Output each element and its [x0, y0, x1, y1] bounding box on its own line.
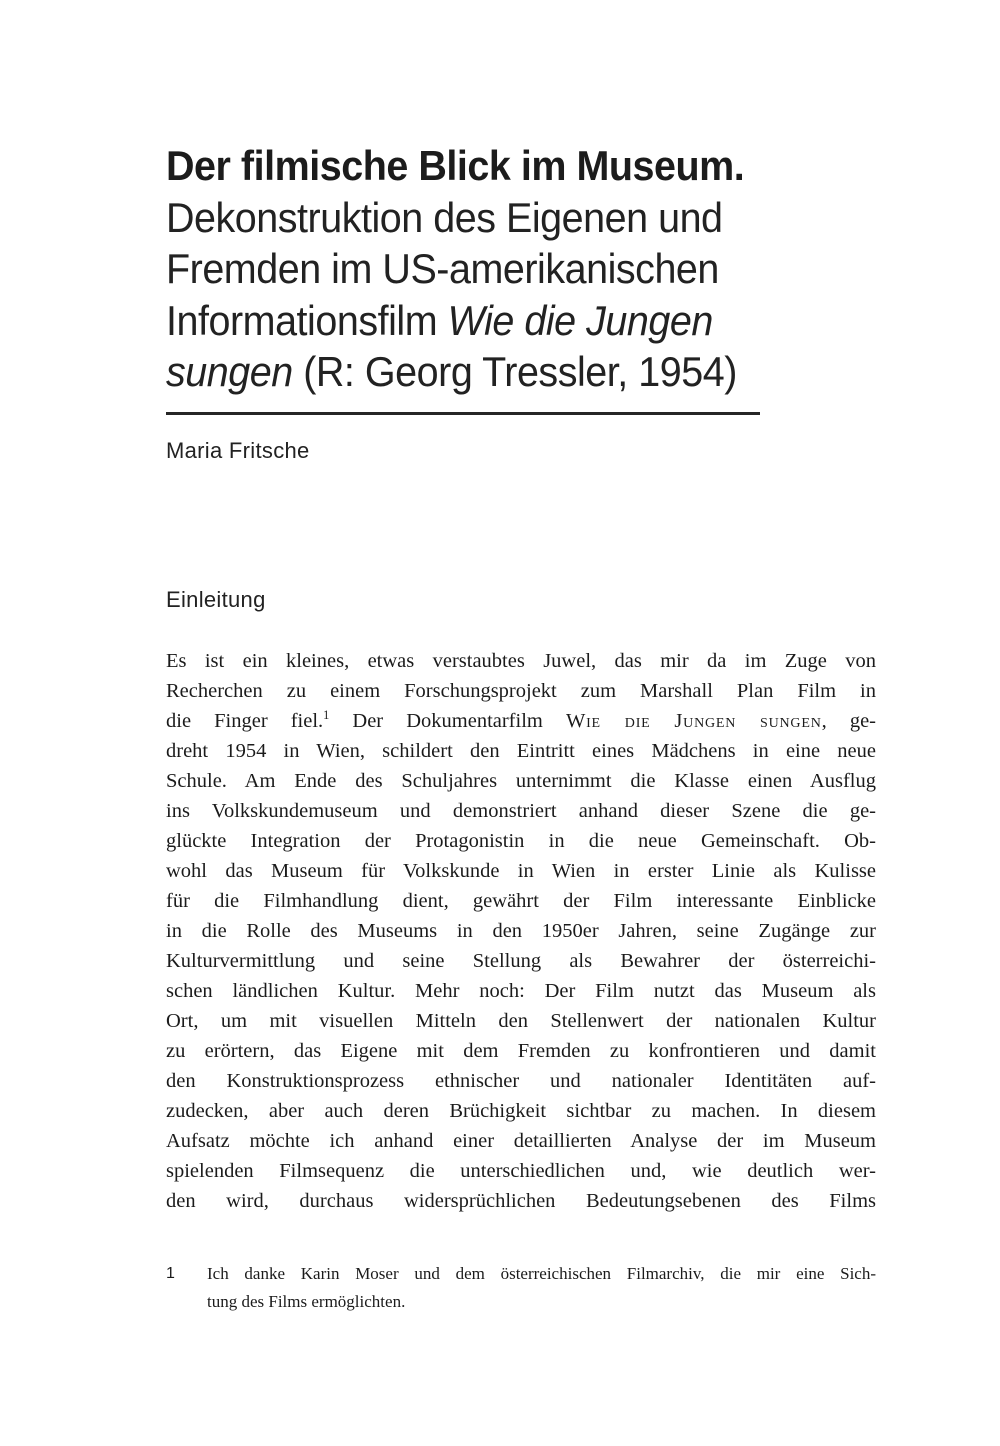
paragraph-line: in die Rolle des Museums in den 1950er Jahren, seine Zugänge zur — [166, 919, 876, 942]
footnote — [166, 1260, 876, 1317]
paragraph-line: schen ländlichen Kultur. Mehr noch: Der Film nutzt das Museum als — [166, 979, 876, 1002]
paragraph-line: Recherchen zu einem Forschungsprojekt zum Marshall Plan Film in — [166, 679, 876, 702]
footnote-line: tung des Films ermöglichten. — [207, 1292, 406, 1311]
title-line-1: Der filmische Blick im Museum. — [166, 142, 745, 189]
paragraph-line: Aufsatz möchte ich anhand einer detaillierten Analyse der im Museum — [166, 1129, 876, 1152]
title-divider-rule — [166, 412, 760, 415]
film-title-italic: sungen — [166, 348, 293, 395]
film-title-smallcaps: Wie die Jungen sungen — [565, 709, 822, 732]
section-heading: Einleitung — [166, 586, 266, 612]
footnote-text — [207, 1260, 876, 1317]
paragraph-line: Kulturvermittlung und seine Stellung als Bewahrer der österreichi- — [166, 949, 876, 972]
footnote-line: Ich danke Karin Moser und dem österreichischen Filmarchiv, die mir eine Sich- — [207, 1263, 876, 1283]
paragraph-line: glückte Integration der Protagonistin in die neue Gemeinschaft. Ob- — [166, 829, 876, 852]
paragraph-line: Schule. Am Ende des Schuljahres unternimmt die Klasse einen Ausflug — [166, 769, 876, 792]
title-line-3: Fremden im US-amerikanischen — [166, 245, 719, 292]
paragraph-line: Es ist ein kleines, etwas verstaubtes Juwel, das mir da im Zuge von — [166, 649, 876, 672]
body-paragraph — [166, 646, 876, 1216]
paragraph-line: zudecken, aber auch deren Brüchigkeit sichtbar zu machen. In diesem — [166, 1099, 876, 1122]
paragraph-line: Ort, um mit visuellen Mitteln den Stellenwert der nationalen Kultur — [166, 1009, 876, 1032]
paragraph-line-with-footnote-ref: die Finger fiel.$^1$ Der Dokumentarfilm Wie die Jungen sungen, ge- — [166, 707, 876, 732]
footnote-number: 1 — [166, 1264, 175, 1282]
film-title-italic: Wie die Jungen — [447, 296, 713, 344]
paragraph-line: zu erörtern, das Eigene mit dem Fremden zu konfrontieren und damit — [166, 1039, 876, 1062]
title-line-2: Dekonstruktion des Eigenen und — [166, 193, 723, 241]
paragraph-line: den wird, durchaus widersprüchlichen Bedeutungsebenen des Films — [166, 1189, 876, 1212]
paragraph-line: den Konstruktionsprozess ethnischer und nationaler Identitäten auf- — [166, 1069, 876, 1092]
paragraph-line: dreht 1954 in Wien, schildert den Eintritt eines Mädchens in eine neue — [166, 739, 876, 762]
paragraph-line: ins Volkskundemuseum und demonstriert anhand dieser Szene die ge- — [166, 799, 876, 822]
footnote-reference-marker: 1 — [323, 707, 330, 722]
paragraph-line: wohl das Museum für Volkskunde in Wien in erster Linie als Kulisse — [166, 859, 876, 882]
title-line-5: sungen (R: Georg Tressler, 1954) — [166, 348, 737, 395]
article-title — [166, 140, 805, 398]
paragraph-line: für die Filmhandlung dient, gewährt der Film interessante Einblicke — [166, 889, 876, 912]
title-line-4: Informationsfilm Wie die Jungen — [166, 296, 713, 344]
author-name: Maria Fritsche — [166, 437, 310, 463]
paragraph-line: spielenden Filmsequenz die unterschiedlichen und, wie deutlich wer- — [166, 1159, 876, 1182]
